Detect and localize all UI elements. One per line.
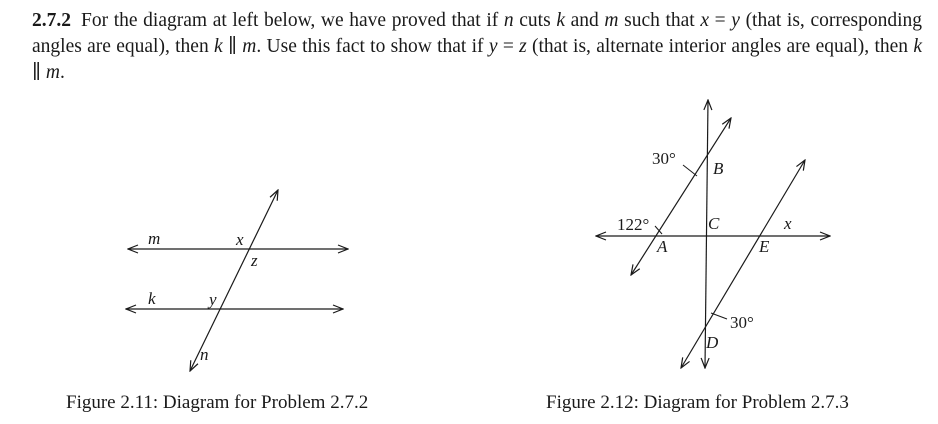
leader-bottom-angle [711,313,727,319]
problem-text: For the diagram at left below, we have proved that if n cuts k and m such that x = y (that is, corresponding angles are equal), then k ∥ m. Use this fact to show that if y = z (that is, alternate interior angles are equal), then k ∥ m. [32,10,922,83]
point-label-B: B [713,159,724,178]
point-label-x: x [784,214,792,233]
label-z: z [251,251,258,270]
label-x: x [236,230,244,249]
leader-top-angle [683,165,697,176]
label-k: k [148,289,156,308]
point-label-D: D [706,333,719,352]
problem-number: 2.7.2 [32,10,71,31]
label-n: n [200,345,209,364]
point-label-C: C [708,214,720,233]
angle-label-30-bottom: 30° [730,313,754,332]
figure-2-12-caption: Figure 2.12: Diagram for Problem 2.7.3 [546,392,849,413]
label-y: y [209,290,217,309]
slanted-line-DE [681,160,805,368]
point-label-A: A [657,237,668,256]
angle-label-30-top: 30° [652,149,676,168]
label-m: m [148,229,161,248]
figure-2-11-caption: Figure 2.11: Diagram for Problem 2.7.2 [66,392,369,413]
slanted-line-AB [631,118,731,275]
point-label-E: E [759,237,770,256]
angle-label-122: 122° [617,215,650,234]
